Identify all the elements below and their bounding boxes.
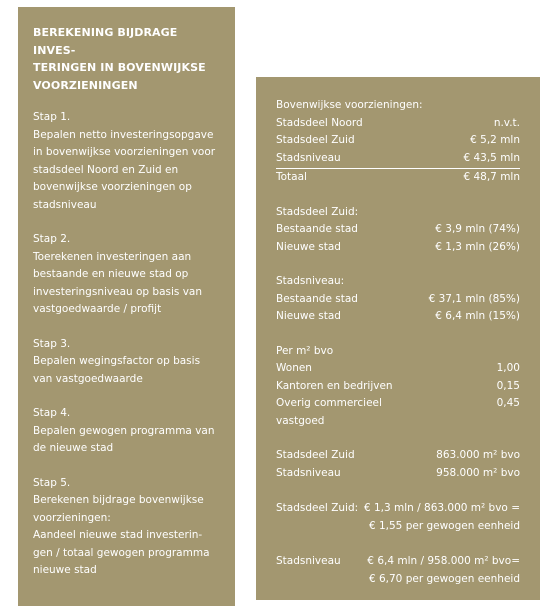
value-row xyxy=(276,308,520,326)
step-line: van vastgoedwaarde xyxy=(33,372,143,385)
row-value: n.v.t. xyxy=(493,116,520,129)
row-label: Kantoren en bedrijven xyxy=(276,379,393,392)
row-value: 0,15 xyxy=(496,379,520,392)
step-line: bestaande en nieuwe stad op xyxy=(33,268,189,280)
step-3 xyxy=(33,336,223,389)
value-row xyxy=(276,132,520,150)
step-line: Stap 4. xyxy=(33,407,71,419)
section-header: Per m² bvo xyxy=(276,344,334,357)
step-line: stadsniveau xyxy=(33,198,97,211)
step-5 xyxy=(33,475,223,580)
value-row xyxy=(276,115,520,133)
row-label: Stadsdeel Zuid xyxy=(276,449,355,461)
zuid-section xyxy=(276,204,520,257)
step-2 xyxy=(33,231,223,319)
formula-row xyxy=(276,553,520,588)
step-line: Stap 1. xyxy=(33,111,71,123)
step-line: de nieuwe stad xyxy=(33,442,114,454)
step-line: in bovenwijkse voorzieningen voor xyxy=(33,146,216,158)
value-row xyxy=(276,239,520,257)
row-label: Stadsdeel Zuid xyxy=(276,134,355,146)
formula-result: € 6,70 per gewogen eenheid xyxy=(368,572,520,585)
row-value: 863.000 m² bvo xyxy=(436,449,520,461)
step-4 xyxy=(33,405,223,458)
row-value: 958.000 m² bvo xyxy=(436,466,520,479)
section-header: Stadsniveau: xyxy=(276,275,345,287)
formula-stadsniveau xyxy=(276,553,520,588)
value-row xyxy=(276,150,520,168)
step-line: Stap 2. xyxy=(33,233,71,245)
step-line: bovenwijkse voorzieningen op xyxy=(33,181,192,193)
row-value: € 3,9 mln (74%) xyxy=(435,223,520,235)
value-row xyxy=(276,378,520,396)
value-row xyxy=(276,465,520,483)
step-line: voorzieningen: xyxy=(33,511,111,524)
formula-label: Stadsniveau xyxy=(276,555,341,567)
row-value: € 43,5 mln xyxy=(463,151,520,164)
row-label: Stadsdeel Noord xyxy=(276,116,363,129)
step-line: Bepalen netto investeringsopgave xyxy=(33,128,214,141)
row-label: Nieuwe stad xyxy=(276,310,341,322)
formula-row xyxy=(276,500,520,535)
step-line: investeringsniveau op basis van xyxy=(33,285,203,298)
formula-result: € 1,55 per gewogen eenheid xyxy=(368,519,520,532)
row-label-continuation: vastgoed xyxy=(276,414,325,427)
row-value: € 1,3 mln (26%) xyxy=(435,240,520,253)
calculation-panel xyxy=(256,77,540,600)
row-label: Stadsniveau xyxy=(276,466,341,479)
step-line: stadsdeel Noord en Zuid en xyxy=(33,163,179,176)
value-row xyxy=(276,360,520,378)
step-line: Berekenen bijdrage bovenwijkse xyxy=(33,494,204,506)
step-line: Aandeel nieuwe stad investerin- xyxy=(33,529,203,541)
steps-panel xyxy=(18,7,235,606)
formula-text xyxy=(367,553,520,588)
total-row xyxy=(276,169,520,187)
title-line: BEREKENING BIJDRAGE INVES- xyxy=(33,26,178,57)
step-line: nieuwe stad xyxy=(33,564,97,576)
formula-label: Stadsdeel Zuid: xyxy=(276,502,359,514)
value-row xyxy=(276,221,520,239)
row-label: Bestaande stad xyxy=(276,292,358,305)
row-value: € 37,1 mln (85%) xyxy=(428,292,520,305)
section-header: Bovenwijkse voorzieningen: xyxy=(276,99,423,111)
row-label: Overig commercieel xyxy=(276,397,382,409)
row-label: Nieuwe stad xyxy=(276,240,341,253)
step-line: Stap 5. xyxy=(33,476,71,489)
section-header: Stadsdeel Zuid: xyxy=(276,205,359,218)
value-row xyxy=(276,447,520,465)
row-value: 0,45 xyxy=(496,397,520,409)
step-line: vastgoedwaarde / profijt xyxy=(33,303,162,315)
total-label: Totaal xyxy=(276,171,307,183)
row-label: Bestaande stad xyxy=(276,223,358,235)
total-value: € 48,7 mln xyxy=(463,171,520,183)
value-row xyxy=(276,291,520,309)
step-line: Toerekenen investeringen aan xyxy=(33,250,192,263)
row-value: € 5,2 mln xyxy=(470,134,520,146)
voorzieningen-section xyxy=(276,97,520,187)
title-line: VOORZIENINGEN xyxy=(33,78,138,92)
areas-section xyxy=(276,447,520,482)
formula-text xyxy=(364,500,520,535)
row-value: 1,00 xyxy=(496,362,520,374)
bvo-section xyxy=(276,343,520,431)
step-line: gen / totaal gewogen programma xyxy=(33,546,210,559)
step-1 xyxy=(33,109,223,214)
row-value: € 6,4 mln (15%) xyxy=(435,310,520,322)
value-row xyxy=(276,395,520,413)
row-label: Wonen xyxy=(276,362,312,374)
row-label: Stadsniveau xyxy=(276,151,341,164)
formula-line: € 6,4 mln / 958.000 m² bvo= xyxy=(367,555,520,567)
title-line: TERINGEN IN BOVENWIJKSE xyxy=(33,61,206,74)
step-line: Bepalen gewogen programma van xyxy=(33,424,215,437)
stadsniveau-section xyxy=(276,273,520,326)
panel-title xyxy=(33,24,223,94)
step-line: Bepalen wegingsfactor op basis xyxy=(33,355,201,367)
formula-line: € 1,3 mln / 863.000 m² bvo = xyxy=(363,502,520,514)
formula-zuid xyxy=(276,500,520,535)
step-line: Stap 3. xyxy=(33,337,71,350)
